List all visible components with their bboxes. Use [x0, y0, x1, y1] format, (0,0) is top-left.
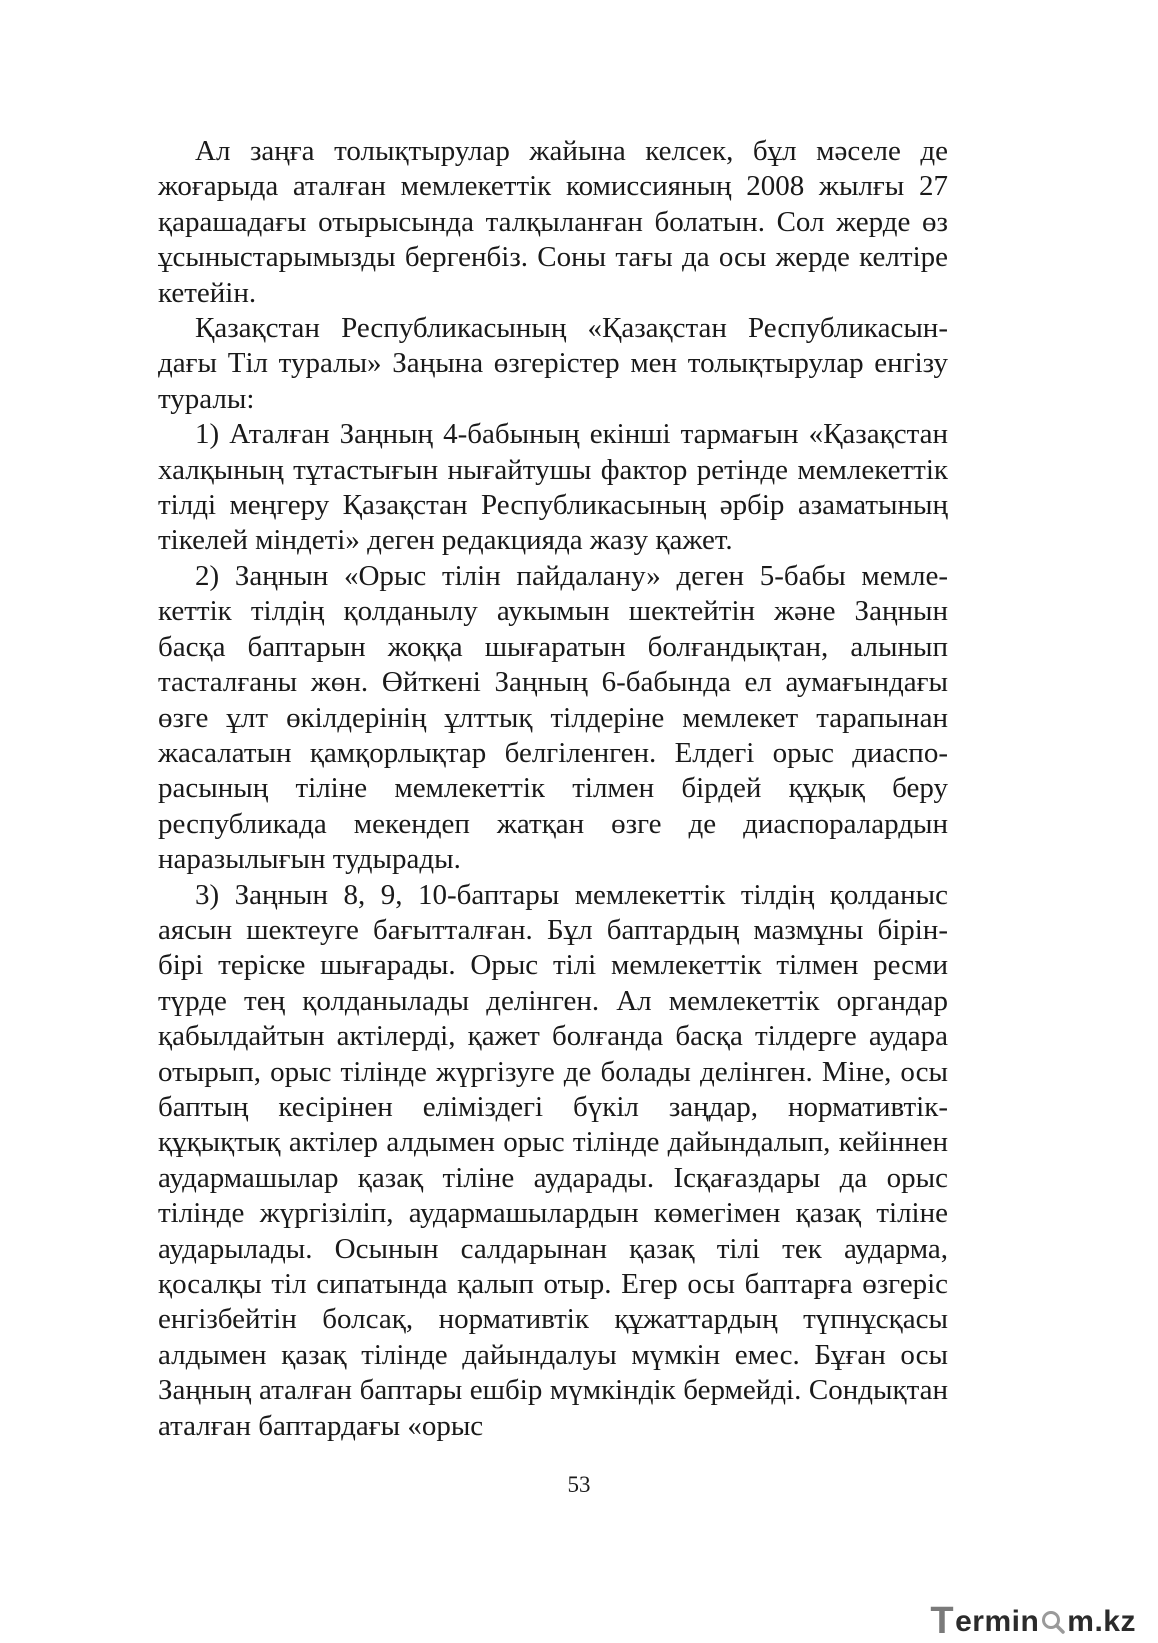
page-body	[158, 134, 948, 1444]
magnifier-icon	[1040, 1609, 1066, 1635]
watermark-suffix: m.kz	[1067, 1604, 1136, 1638]
paragraph-4: 2) Заңнын «Орыс тілін пайдалану» деген 5-бабы мемлекеттік тілдің қолданылу аукымын шектейтін және Заңнын басқа баптарын жоққа шығаратын болғандықтан, алынып тасталғаны жөн. Өйткені Заңның 6-бабында ел аумағындағы өзге ұлт өкілдерінің ұлттық тілдеріне мемлекет тарапынан жасалатын қамқорлықтар белгіленген. Елдегі орыс диаспорасының тіліне мемлекеттік тілмен бірдей құқық беру республикада мекендеп жатқан өзге де диаспоралардын наразылығын тудырады.	[158, 559, 948, 876]
watermark-prefix: T	[930, 1600, 955, 1642]
watermark-middle: ermin	[955, 1604, 1040, 1638]
page-number: 53	[567, 1472, 591, 1497]
paragraph-1: Ал заңға толықтырулар жайына келсек, бұл мәселе де жоғарыда аталған мемлекеттік комиссияның 2008 жылғы 27 қарашадағы отырысында талқыланған болатын. Сол жерде өз ұсыныстарымызды бергенбіз. Соны тағы да осы жерде келтіре кетейін.	[158, 135, 948, 309]
paragraph-3: 1) Аталған Заңның 4-бабының екінші тармағын «Қазақстан халқының тұтастығын нығайтушы фактор ретінде мемлекеттік тілді меңгеру Қазақстан Республикасының әрбір азаматының тікелей міндеті» деген редакцияда жазу қажет.	[158, 418, 948, 557]
paragraph-2: Қазақстан Республикасының «Қазақстан Республикасындағы Тіл туралы» Заңына өзгерістер мен толықтырулар енгізу туралы:	[158, 312, 948, 415]
paragraph-5: 3) Заңнын 8, 9, 10-баптары мемлекеттік тілдің қолданыс аясын шектеуге бағытталған. Бұл баптардың мазмұны бірін-бірі теріске шығарады. Орыс тілі мемлекеттік тілмен ресми түрде тең қолданылады делінген. Ал мемлекеттік органдар қабылдайтын актілерді, қажет болғанда басқа тілдерге аудара отырып, орыс тілінде жүргізуге де болады делінген. Міне, осы баптың кесірінен еліміздегі бүкіл заңдар, нормативтік-құқықтық актілер алдымен орыс тілінде дайындалып, кейіннен аудармашылар қазақ тіліне аударады. Ісқағаздары да орыс тілінде жүргізіліп, аудармашылардын көмегімен қазақ тіліне аударылады. Осынын салдарынан қазақ тілі тек аударма, қосалқы тіл сипатында қалып отыр. Егер осы баптарға өзгеріс енгізбейтін болсақ, нормативтік құжаттардың түпнұсқасы алдымен қазақ тілінде дайындалуы мүмкін емес. Бұған осы Заңның аталған баптары ешбір мүмкіндік бермейді. Сондықтан аталған баптардағы «орыс	[158, 878, 948, 1442]
